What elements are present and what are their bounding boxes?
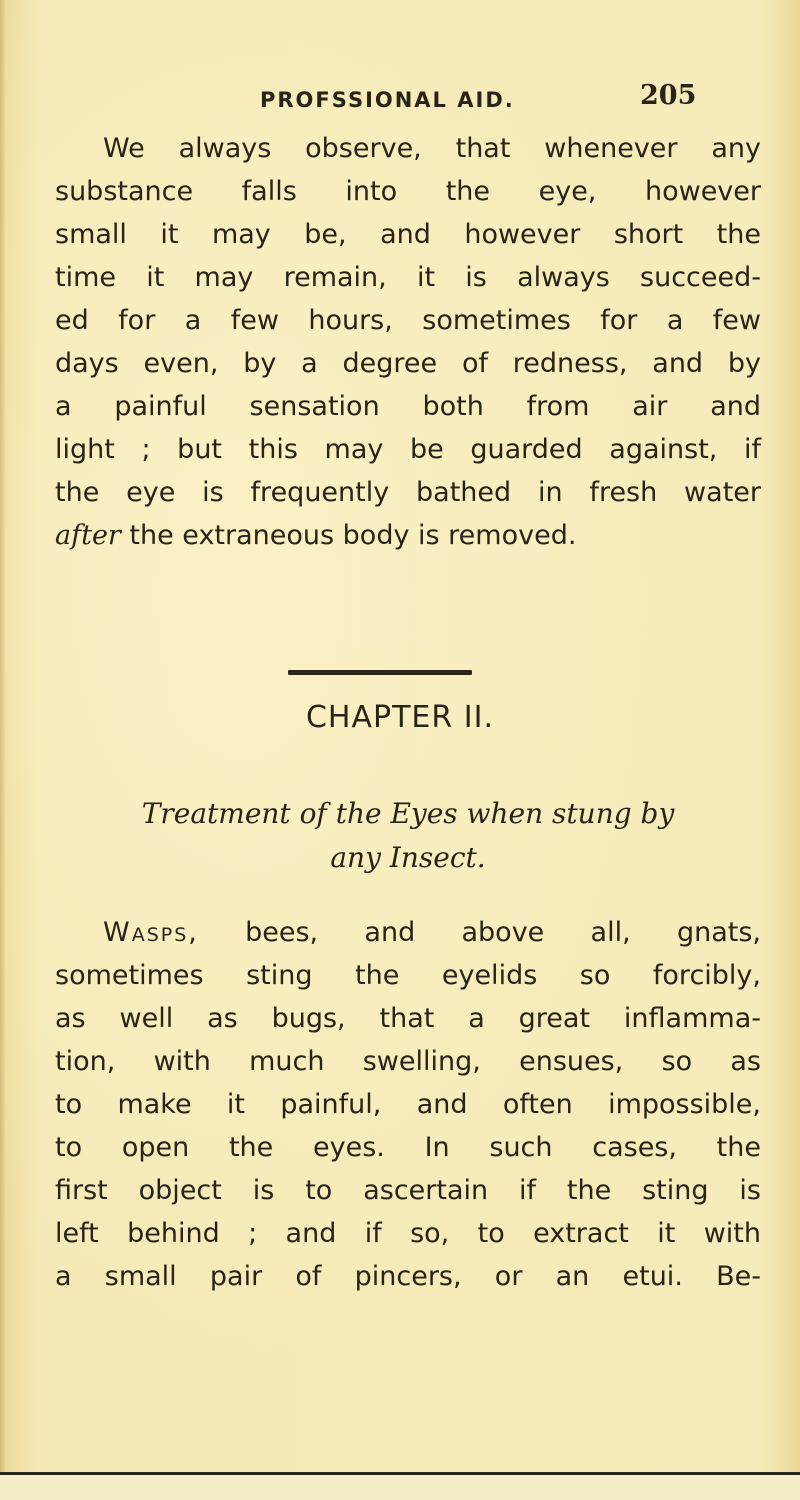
text-line: first object is to ascertain if the sting is	[55, 1175, 761, 1206]
text-line: left behind ; and if so, to extract it with	[55, 1218, 761, 1249]
lead-word: Wasps,	[103, 917, 199, 948]
paragraph-insect-stings	[55, 911, 761, 1298]
paragraph-eye-substance	[55, 127, 761, 557]
text-line: tion, with much swelling, ensues, so as	[55, 1046, 761, 1077]
page-edge-shadow	[0, 0, 6, 1497]
text-line: ed for a few hours, sometimes for a few	[55, 305, 761, 336]
text-line: as well as bugs, that a great inflamma-	[55, 1003, 761, 1034]
chapter-subtitle	[55, 792, 761, 880]
section-divider-rule	[288, 670, 472, 675]
last-line-rest: the extraneous body is removed.	[120, 520, 577, 551]
text-line-last	[55, 514, 761, 557]
page-number: 205	[640, 80, 697, 111]
page-bottom-edge	[0, 1472, 800, 1500]
text-line: a small pair of pincers, or an etui. Be-	[55, 1261, 761, 1292]
chapter-subtitle-line2: any Insect.	[330, 841, 486, 874]
text-line: We always observe, that whenever any	[103, 133, 761, 164]
text-line: small it may be, and however short the	[55, 219, 761, 250]
text-line: substance falls into the eye, however	[55, 176, 761, 207]
text-line: days even, by a degree of redness, and by	[55, 348, 761, 379]
text-line: light ; but this may be guarded against, if	[55, 434, 761, 465]
running-head: PROFSSIONAL AID.	[260, 88, 515, 112]
text-line: time it may remain, it is always succeed-	[55, 262, 761, 293]
text-line: the eye is frequently bathed in fresh water	[55, 477, 761, 508]
chapter-heading: CHAPTER II.	[305, 700, 494, 735]
text-line: sometimes sting the eyelids so forcibly,	[55, 960, 761, 991]
chapter-subtitle-line1: Treatment of the Eyes when stung by	[141, 797, 675, 830]
text-line: to make it painful, and often impossible,	[55, 1089, 761, 1120]
text-line-first	[55, 911, 761, 954]
text-line: to open the eyes. In such cases, the	[55, 1132, 761, 1163]
italic-word-after: after	[55, 520, 121, 551]
first-line-rest: bees, and above all, gnats,	[198, 917, 761, 948]
text-line: a painful sensation both from air and	[55, 391, 761, 422]
